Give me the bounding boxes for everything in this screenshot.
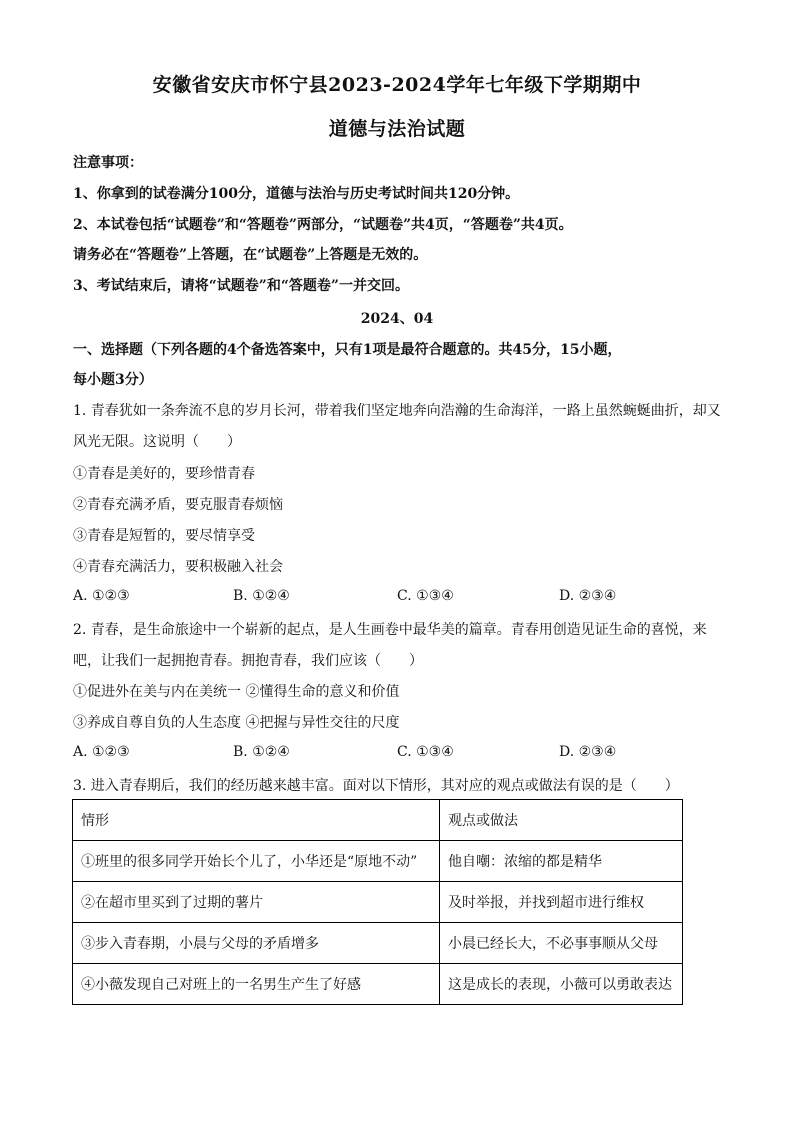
- q1-stem-cont: 风光无限。这说明（ ）: [73, 434, 241, 450]
- exam-date: 2024、04: [360, 311, 434, 327]
- exam-subtitle: 道德与法治试题: [328, 118, 466, 140]
- q1-statement-1: ①青春是美好的，要珍惜青春: [73, 466, 255, 482]
- q1-option-c[interactable]: C. ①③④: [397, 588, 454, 604]
- section-title: 一、选择题（下列各题的4个备选答案中，只有1项是最符合题意的。共45分，15小题，: [73, 342, 622, 358]
- table-row: [73, 841, 683, 882]
- table-cell: ①班里的很多同学开始长个儿了，小华还是“原地不动”: [73, 841, 440, 882]
- notice-item-1: 1、你拿到的试卷满分100分，道德与法治与历史考试时间共120分钟。: [73, 186, 520, 202]
- table-row: [73, 923, 683, 964]
- q3-table: [72, 799, 683, 1005]
- table-cell: 这是成长的表现，小薇可以勇敢表达: [440, 964, 683, 1005]
- q2-statements-2: ③养成自尊自负的人生态度 ④把握与异性交往的尺度: [73, 715, 400, 731]
- table-header-cell: 情形: [73, 800, 440, 841]
- table-header-row: [73, 800, 683, 841]
- q1-option-b[interactable]: B. ①②④: [233, 588, 290, 604]
- table-header-cell: 观点或做法: [440, 800, 683, 841]
- q2-option-b[interactable]: B. ①②④: [233, 744, 290, 760]
- section-title-cont: 每小题3分）: [73, 372, 153, 388]
- notice-heading: 注意事项：: [73, 155, 143, 171]
- q2-statements-1: ①促进外在美与内在美统一 ②懂得生命的意义和价值: [73, 684, 400, 700]
- q2-stem: 2. 青春，是生命旅途中一个崭新的起点，是人生画卷中最华美的篇章。青春用创造见证生命的喜悦，来: [73, 622, 707, 638]
- q2-option-c[interactable]: C. ①③④: [397, 744, 454, 760]
- q2-option-a[interactable]: A. ①②③: [73, 744, 130, 760]
- notice-item-2: 2、本试卷包括“试题卷”和“答题卷”两部分，“试题卷”共4页，“答题卷”共4页。: [73, 217, 573, 233]
- table-cell: 小晨已经长大，不必事事顺从父母: [440, 923, 683, 964]
- table-cell: ④小薇发现自己对班上的一名男生产生了好感: [73, 964, 440, 1005]
- table-cell: ③步入青春期，小晨与父母的矛盾增多: [73, 923, 440, 964]
- q3-stem: 3. 进入青春期后，我们的经历越来越丰富。面对以下情形，其对应的观点或做法有误的是（ ）: [73, 778, 679, 794]
- table-cell: 他自嘲：浓缩的都是精华: [440, 841, 683, 882]
- q1-stem: 1. 青春犹如一条奔流不息的岁月长河，带着我们坚定地奔向浩瀚的生命海洋，一路上虽然蜿蜒曲折，却又: [73, 403, 721, 419]
- q1-option-d[interactable]: D. ②③④: [559, 588, 617, 604]
- q1-statement-3: ③青春是短暂的，要尽情享受: [73, 528, 255, 544]
- table-row: [73, 964, 683, 1005]
- exam-title: 安徽省安庆市怀宁县2023-2024学年七年级下学期期中: [152, 74, 642, 96]
- q2-stem-cont: 吧，让我们一起拥抱青春。拥抱青春，我们应该（ ）: [73, 653, 423, 669]
- q2-option-d[interactable]: D. ②③④: [559, 744, 617, 760]
- q1-statement-4: ④青春充满活力，要积极融入社会: [73, 559, 283, 575]
- q1-option-a[interactable]: A. ①②③: [73, 588, 130, 604]
- table-cell: 及时举报，并找到超市进行维权: [440, 882, 683, 923]
- q1-statement-2: ②青春充满矛盾，要克服青春烦恼: [73, 497, 283, 513]
- table-row: [73, 882, 683, 923]
- notice-item-2-cont: 请务必在“答题卷”上答题，在“试题卷”上答题是无效的。: [73, 247, 428, 263]
- notice-item-3: 3、考试结束后，请将“试题卷”和“答题卷”一并交回。: [73, 278, 409, 294]
- table-cell: ②在超市里买到了过期的薯片: [73, 882, 440, 923]
